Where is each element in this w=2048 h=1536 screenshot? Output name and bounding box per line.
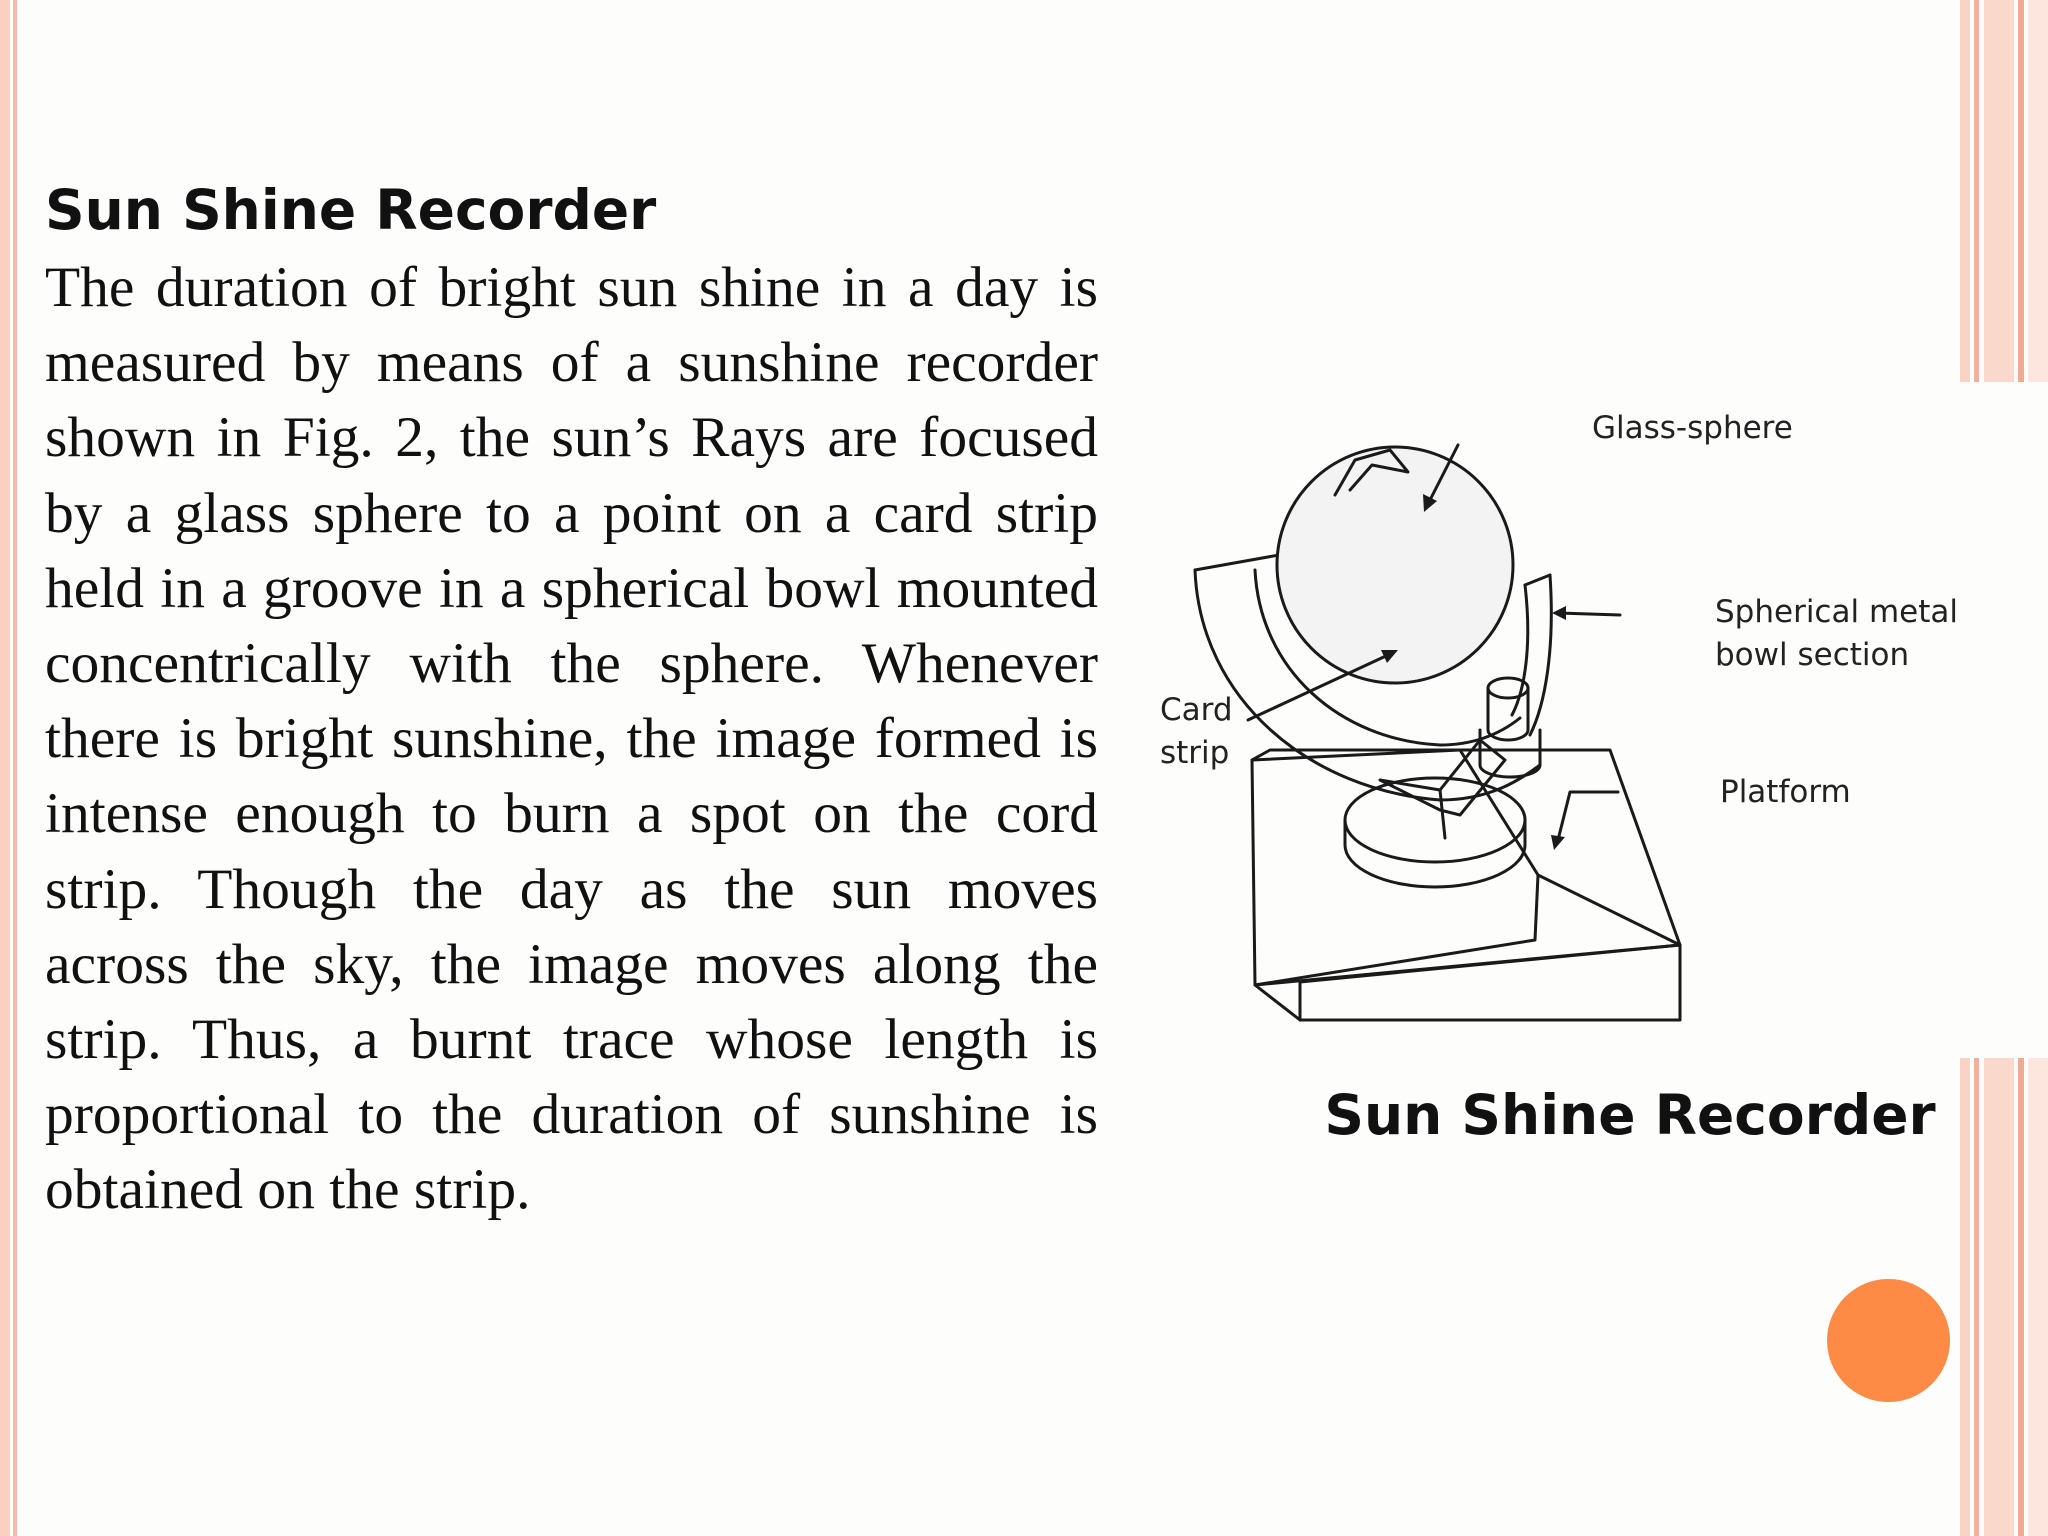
leader-bowl	[1558, 613, 1620, 615]
bowl-right-outer	[1530, 575, 1551, 735]
slide-body-text: The duration of bright sun shine in a day is measured by means of a sunshine recorder shown in Fig. 2, the sun’s Rays are focused by a glass sphere to a point on a card strip held in a groove in a spherical bowl mounted concentrically with the sphere. Whenever there is bright sunshine, the image formed is intense enough to burn a spot on the cord strip. Though the day as the sun moves across the sky, the image moves along the strip. Thus, a burnt trace whose length is proportional to the duration of sunshine is obtained on the strip.	[45, 256, 1098, 1222]
bowl-right-inner	[1512, 585, 1528, 715]
slide-title: Sun Shine Recorder	[45, 178, 657, 242]
left-stripe-outer	[0, 0, 10, 1536]
bowl-right-top	[1525, 575, 1550, 585]
left-border-decoration	[0, 0, 18, 1536]
arrow-platform	[1551, 835, 1565, 850]
figure-caption: Sun Shine Recorder	[1324, 1083, 1936, 1147]
support-arm-post	[1440, 790, 1445, 838]
platform-block	[1252, 750, 1538, 985]
arrow-bowl	[1552, 606, 1566, 620]
diagram-svg	[1140, 370, 1980, 1050]
platform-front-edge	[1255, 945, 1680, 1020]
leader-card-strip	[1248, 655, 1388, 720]
accent-dot	[1827, 1279, 1950, 1402]
glass-sphere	[1277, 447, 1513, 683]
label-card-line2: strip	[1160, 735, 1230, 771]
label-card-line1: Card	[1160, 692, 1233, 728]
leader-platform	[1558, 792, 1618, 840]
label-bowl-line2: bowl section	[1715, 637, 1910, 673]
label-platform: Platform	[1720, 774, 1851, 810]
platform-front-top	[1300, 945, 1680, 1020]
label-glass-sphere: Glass-sphere	[1592, 410, 1793, 446]
platform-back	[1460, 750, 1680, 945]
label-bowl-line1: Spherical metal	[1715, 594, 1958, 630]
sunshine-recorder-diagram	[1140, 370, 1980, 1050]
left-stripe-inner	[13, 0, 17, 1536]
pedestal-side	[1345, 820, 1525, 887]
